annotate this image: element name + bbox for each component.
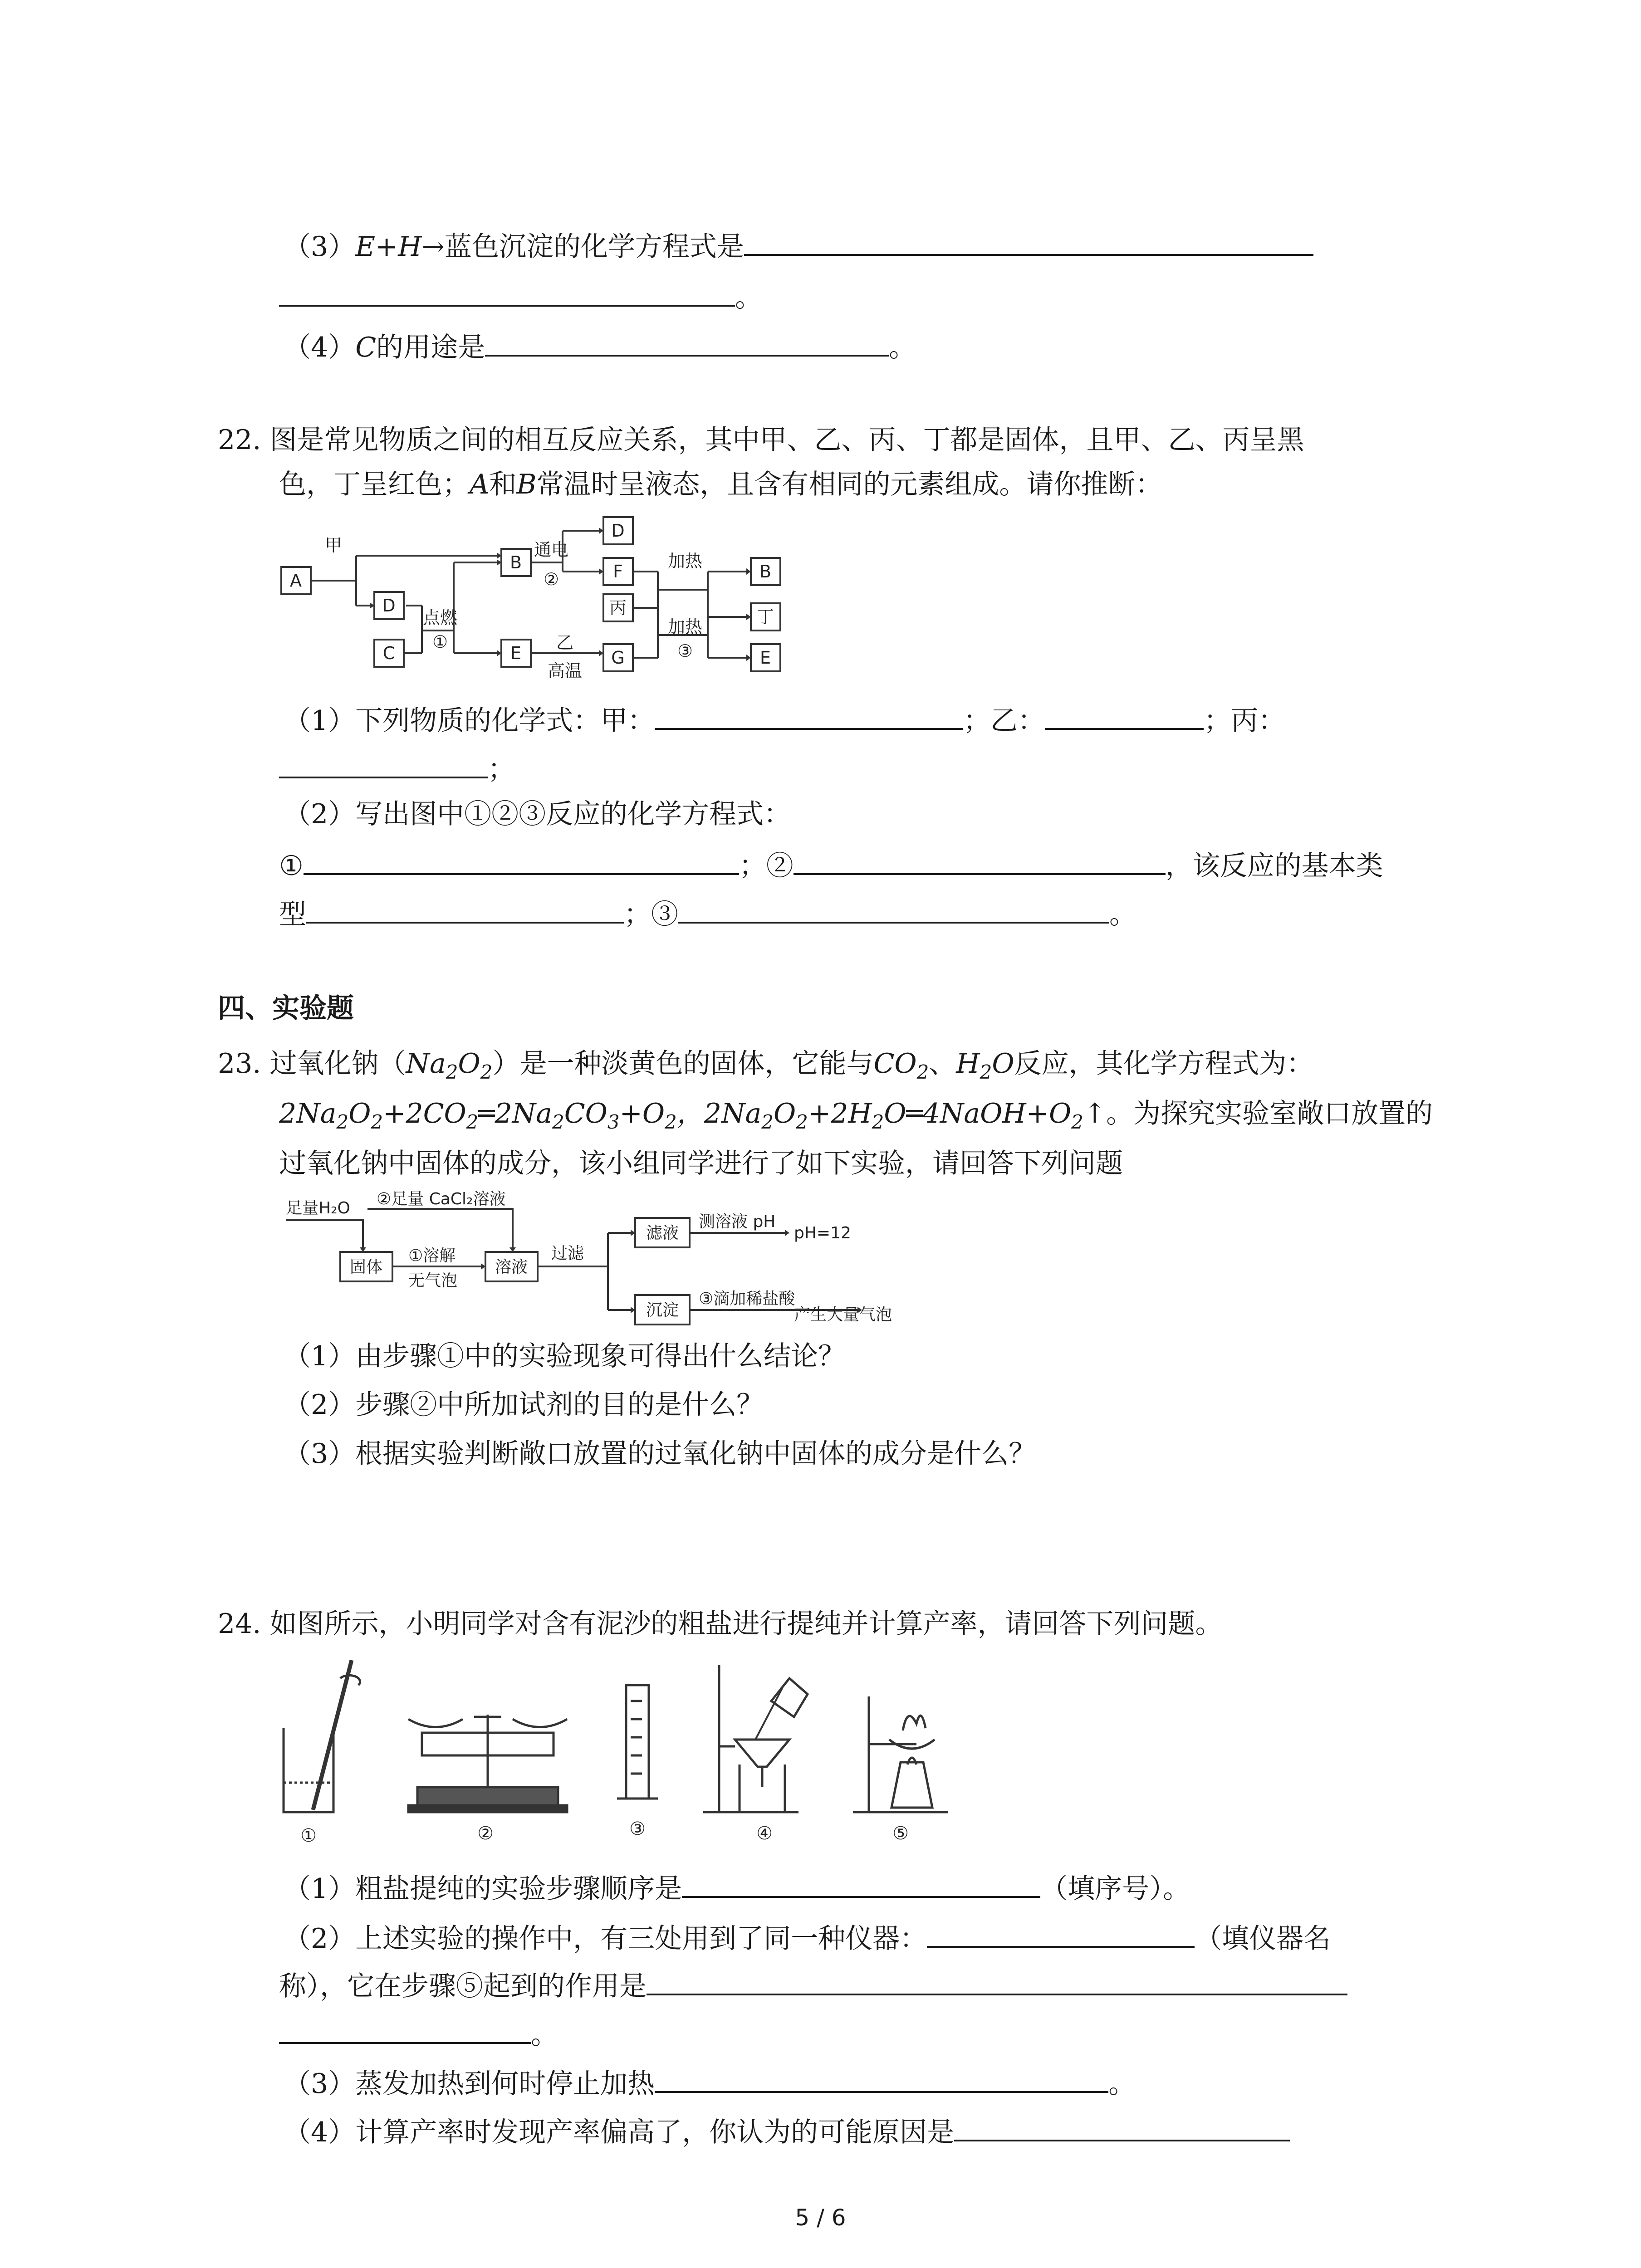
label-4: ④ xyxy=(756,1823,773,1844)
q22-part1-cont xyxy=(279,745,515,790)
q24-p2a: （2）上述实验的操作中，有三处用到了同一种仪器： xyxy=(284,1923,927,1955)
graduated-cylinder-icon xyxy=(617,1685,658,1799)
q24-p2b: （填仪器名 xyxy=(1195,1923,1331,1955)
q21-p4-label: （4） xyxy=(284,332,356,363)
q23-part3: （3）根据实验判断敞口放置的过氧化钠中固体的成分是什么？ xyxy=(284,1438,1036,1470)
q24-blank-instrument[interactable] xyxy=(927,1914,1195,1948)
label-acid: ③滴加稀盐酸 xyxy=(699,1290,795,1308)
q23-l1c: 、 xyxy=(929,1048,956,1080)
q22-p1-end: ； xyxy=(488,753,515,785)
label-5: ⑤ xyxy=(892,1823,909,1844)
q22-eq3-end: 。 xyxy=(1109,899,1136,930)
balance-icon xyxy=(408,1715,567,1812)
label-c2: ② xyxy=(543,569,559,589)
formula-h2o: $H_2O$ xyxy=(956,1048,1014,1083)
label-ph: pH=12 xyxy=(794,1224,851,1242)
q22-blank-jia[interactable] xyxy=(655,696,963,730)
beaker-stirring-icon xyxy=(284,1660,360,1812)
q24-part4 xyxy=(284,2108,1290,2153)
q22-blank-yi[interactable] xyxy=(1045,696,1204,730)
q22-type-head: 型 xyxy=(279,899,306,930)
label-solution: 溶液 xyxy=(495,1258,528,1276)
q24-p4a: （4）计算产率时发现产率偏高了，你认为的可能原因是 xyxy=(284,2116,955,2148)
q22-part1 xyxy=(284,696,1285,741)
q24-p2c: 称），它在步骤⑤起到的作用是 xyxy=(279,1970,647,2002)
label-1: ① xyxy=(300,1825,317,1846)
q24-blank-stop[interactable] xyxy=(655,2059,1108,2093)
q22-stem-1: 图是常见物质之间的相互反应关系，其中甲、乙、丙、丁都是固体，且甲、乙、丙呈黑 xyxy=(269,424,1304,456)
q22-stem-2b: 和 xyxy=(489,469,517,500)
q21-part3 xyxy=(284,222,1313,267)
label-D2: D xyxy=(382,596,396,616)
label-measure: 测溶液 pH xyxy=(699,1212,776,1231)
q21-p3-blank[interactable] xyxy=(744,222,1313,256)
label-2: ② xyxy=(477,1823,494,1844)
q24-blank-role2[interactable] xyxy=(279,2010,531,2044)
q23-l1a: 过氧化钠（ xyxy=(269,1048,406,1080)
q21-p4-end: 。 xyxy=(889,332,916,363)
q21-p3-H: H xyxy=(398,231,422,263)
label-tongdian: 通电 xyxy=(534,540,569,560)
q24-part2-cont2 xyxy=(279,2010,558,2055)
q23-line1 xyxy=(218,1043,1314,1093)
filtration-icon xyxy=(703,1665,808,1812)
q24-number: 24. xyxy=(218,1608,261,1640)
label-filter: 过滤 xyxy=(551,1244,584,1263)
label-gas: 产生大量气泡 xyxy=(794,1305,892,1324)
evaporation-icon xyxy=(853,1696,948,1812)
label-C: C xyxy=(382,643,395,663)
label-jia: 甲 xyxy=(324,535,343,555)
label-filtrate: 滤液 xyxy=(646,1224,679,1242)
label-dissolve: ①溶解 xyxy=(408,1246,456,1265)
label-c3: ③ xyxy=(677,641,693,661)
equation-1: $2Na_2O_2+2CO_2═2Na_2CO_3+O_2$，$2Na_2O_2+2H_2O═4NaOH+O_2↑$ xyxy=(279,1098,1107,1133)
q23-line2 xyxy=(279,1093,1433,1143)
q22-line1 xyxy=(218,420,1304,460)
page-number: 5 / 6 xyxy=(795,2204,846,2231)
label-A: A xyxy=(290,571,302,591)
label-F: F xyxy=(613,562,623,582)
formula-na2o2: $Na_2O_2$ xyxy=(406,1048,493,1083)
q24-blank-reason[interactable] xyxy=(954,2108,1290,2141)
q22-eq1: ① xyxy=(279,850,304,882)
q24-blank-order[interactable] xyxy=(682,1864,1040,1898)
q21-p4-blank[interactable] xyxy=(485,323,889,357)
q22-stem-2a: 色，丁呈红色； xyxy=(279,469,470,500)
q21-p3-label: （3） xyxy=(284,231,356,263)
q23-l1d: 反应，其化学方程式为： xyxy=(1014,1048,1314,1080)
q23-part2: （2）步骤②中所加试剂的目的是什么？ xyxy=(284,1389,764,1421)
q22-blank-eq2[interactable] xyxy=(794,841,1166,875)
label-gaowen: 高温 xyxy=(547,661,583,681)
label-water: 足量H₂O xyxy=(286,1199,350,1217)
q22-blank-eq3[interactable] xyxy=(678,890,1109,924)
q22-eq2-tail: ，该反应的基本类 xyxy=(1165,850,1383,882)
q22-p2: （2）写出图中①②③反应的化学方程式： xyxy=(284,798,791,830)
label-precipitate: 沉淀 xyxy=(646,1301,679,1320)
q21-p3-end: 。 xyxy=(735,282,762,313)
q21-p3-E: E xyxy=(355,231,375,263)
label-solid: 固体 xyxy=(349,1258,383,1276)
q22-stem-B: B xyxy=(516,469,537,500)
q21-p4-C: C xyxy=(355,332,377,363)
q22-blank-eq1[interactable] xyxy=(304,841,739,875)
label-G: G xyxy=(611,648,625,668)
q24-p1a: （1）粗盐提纯的实验步骤顺序是 xyxy=(284,1873,682,1905)
q22-line2 xyxy=(279,464,1162,505)
section-title: 四、实验题 xyxy=(218,992,354,1024)
q23-experiment-flow xyxy=(272,1188,962,1329)
label-E2: E xyxy=(759,648,771,668)
q23-part1: （1）由步骤①中的实验现象可得出什么结论？ xyxy=(284,1340,846,1372)
q24-p2end: 。 xyxy=(531,2019,558,2051)
label-bing: 丙 xyxy=(609,598,627,618)
label-jiare1: 加热 xyxy=(667,551,703,571)
q23-number: 23. xyxy=(218,1048,261,1080)
q24-part1 xyxy=(284,1864,1190,1909)
q22-p1-b: ；乙： xyxy=(963,705,1045,737)
label-nobubble: 无气泡 xyxy=(408,1271,458,1290)
label-B2: B xyxy=(759,562,772,582)
q22-eq-line xyxy=(279,841,1383,886)
q21-p3-blank2[interactable] xyxy=(279,273,735,307)
label-cacl2: ②足量 CaCl₂溶液 xyxy=(377,1190,506,1208)
q22-eq3-sep: ；③ xyxy=(624,899,678,930)
q22-stem-2c: 常温时呈液态，且含有相同的元素组成。请你推断： xyxy=(536,469,1163,500)
q23-l1b: ）是一种淡黄色的固体，它能与 xyxy=(492,1048,874,1080)
q23-l3: 过氧化钠中固体的成分，该小组同学进行了如下实验，请回答下列问题 xyxy=(279,1148,1123,1179)
q22-number: 22. xyxy=(218,424,261,456)
label-yi: 乙 xyxy=(556,633,574,653)
q22-blank-bing[interactable] xyxy=(279,745,488,778)
q22-part2 xyxy=(284,794,791,835)
q24-apparatus-figure xyxy=(272,1651,980,1846)
q24-p3a: （3）蒸发加热到何时停止加热 xyxy=(284,2068,655,2100)
label-dianran: 点燃 xyxy=(422,608,458,628)
label-ding: 丁 xyxy=(756,607,774,627)
q22-stem-A: A xyxy=(470,469,490,500)
q22-eq2-sep: ；② xyxy=(739,850,794,882)
q22-type-line xyxy=(279,890,1136,935)
q21-part3-cont xyxy=(279,273,762,318)
label-jiare2: 加热 xyxy=(667,617,703,637)
q24-blank-role[interactable] xyxy=(647,1962,1347,1995)
q24-part3 xyxy=(284,2059,1136,2104)
q21-p4-text: 的用途是 xyxy=(376,332,485,363)
q24-line1 xyxy=(218,1603,1223,1644)
q21-p3-plus: + xyxy=(375,231,398,263)
q24-stem: 如图所示，小明同学对含有泥沙的粗盐进行提纯并计算产率，请回答下列问题。 xyxy=(269,1608,1223,1640)
q22-blank-type[interactable] xyxy=(306,890,624,924)
label-D1: D xyxy=(611,521,625,541)
q22-p1-a: （1）下列物质的化学式：甲： xyxy=(284,705,655,737)
q21-part4 xyxy=(284,323,916,368)
label-E1: E xyxy=(510,643,522,663)
label-B1: B xyxy=(509,552,522,572)
q22-p1-c: ；丙： xyxy=(1204,705,1286,737)
q23-l2-tail: 。为探究实验室敞口放置的 xyxy=(1106,1098,1433,1129)
q24-p3end: 。 xyxy=(1108,2068,1136,2100)
q24-part2 xyxy=(284,1914,1331,1959)
q24-part2-cont xyxy=(279,1962,1347,2007)
q22-reaction-diagram xyxy=(272,508,817,689)
q24-p1b: （填序号）。 xyxy=(1040,1873,1190,1905)
label-c1: ① xyxy=(432,632,448,652)
q23-line3 xyxy=(279,1143,1123,1184)
formula-co2: $CO_2$ xyxy=(873,1048,929,1083)
q21-p3-text: →蓝色沉淀的化学方程式是 xyxy=(421,231,744,263)
label-3: ③ xyxy=(629,1818,646,1839)
